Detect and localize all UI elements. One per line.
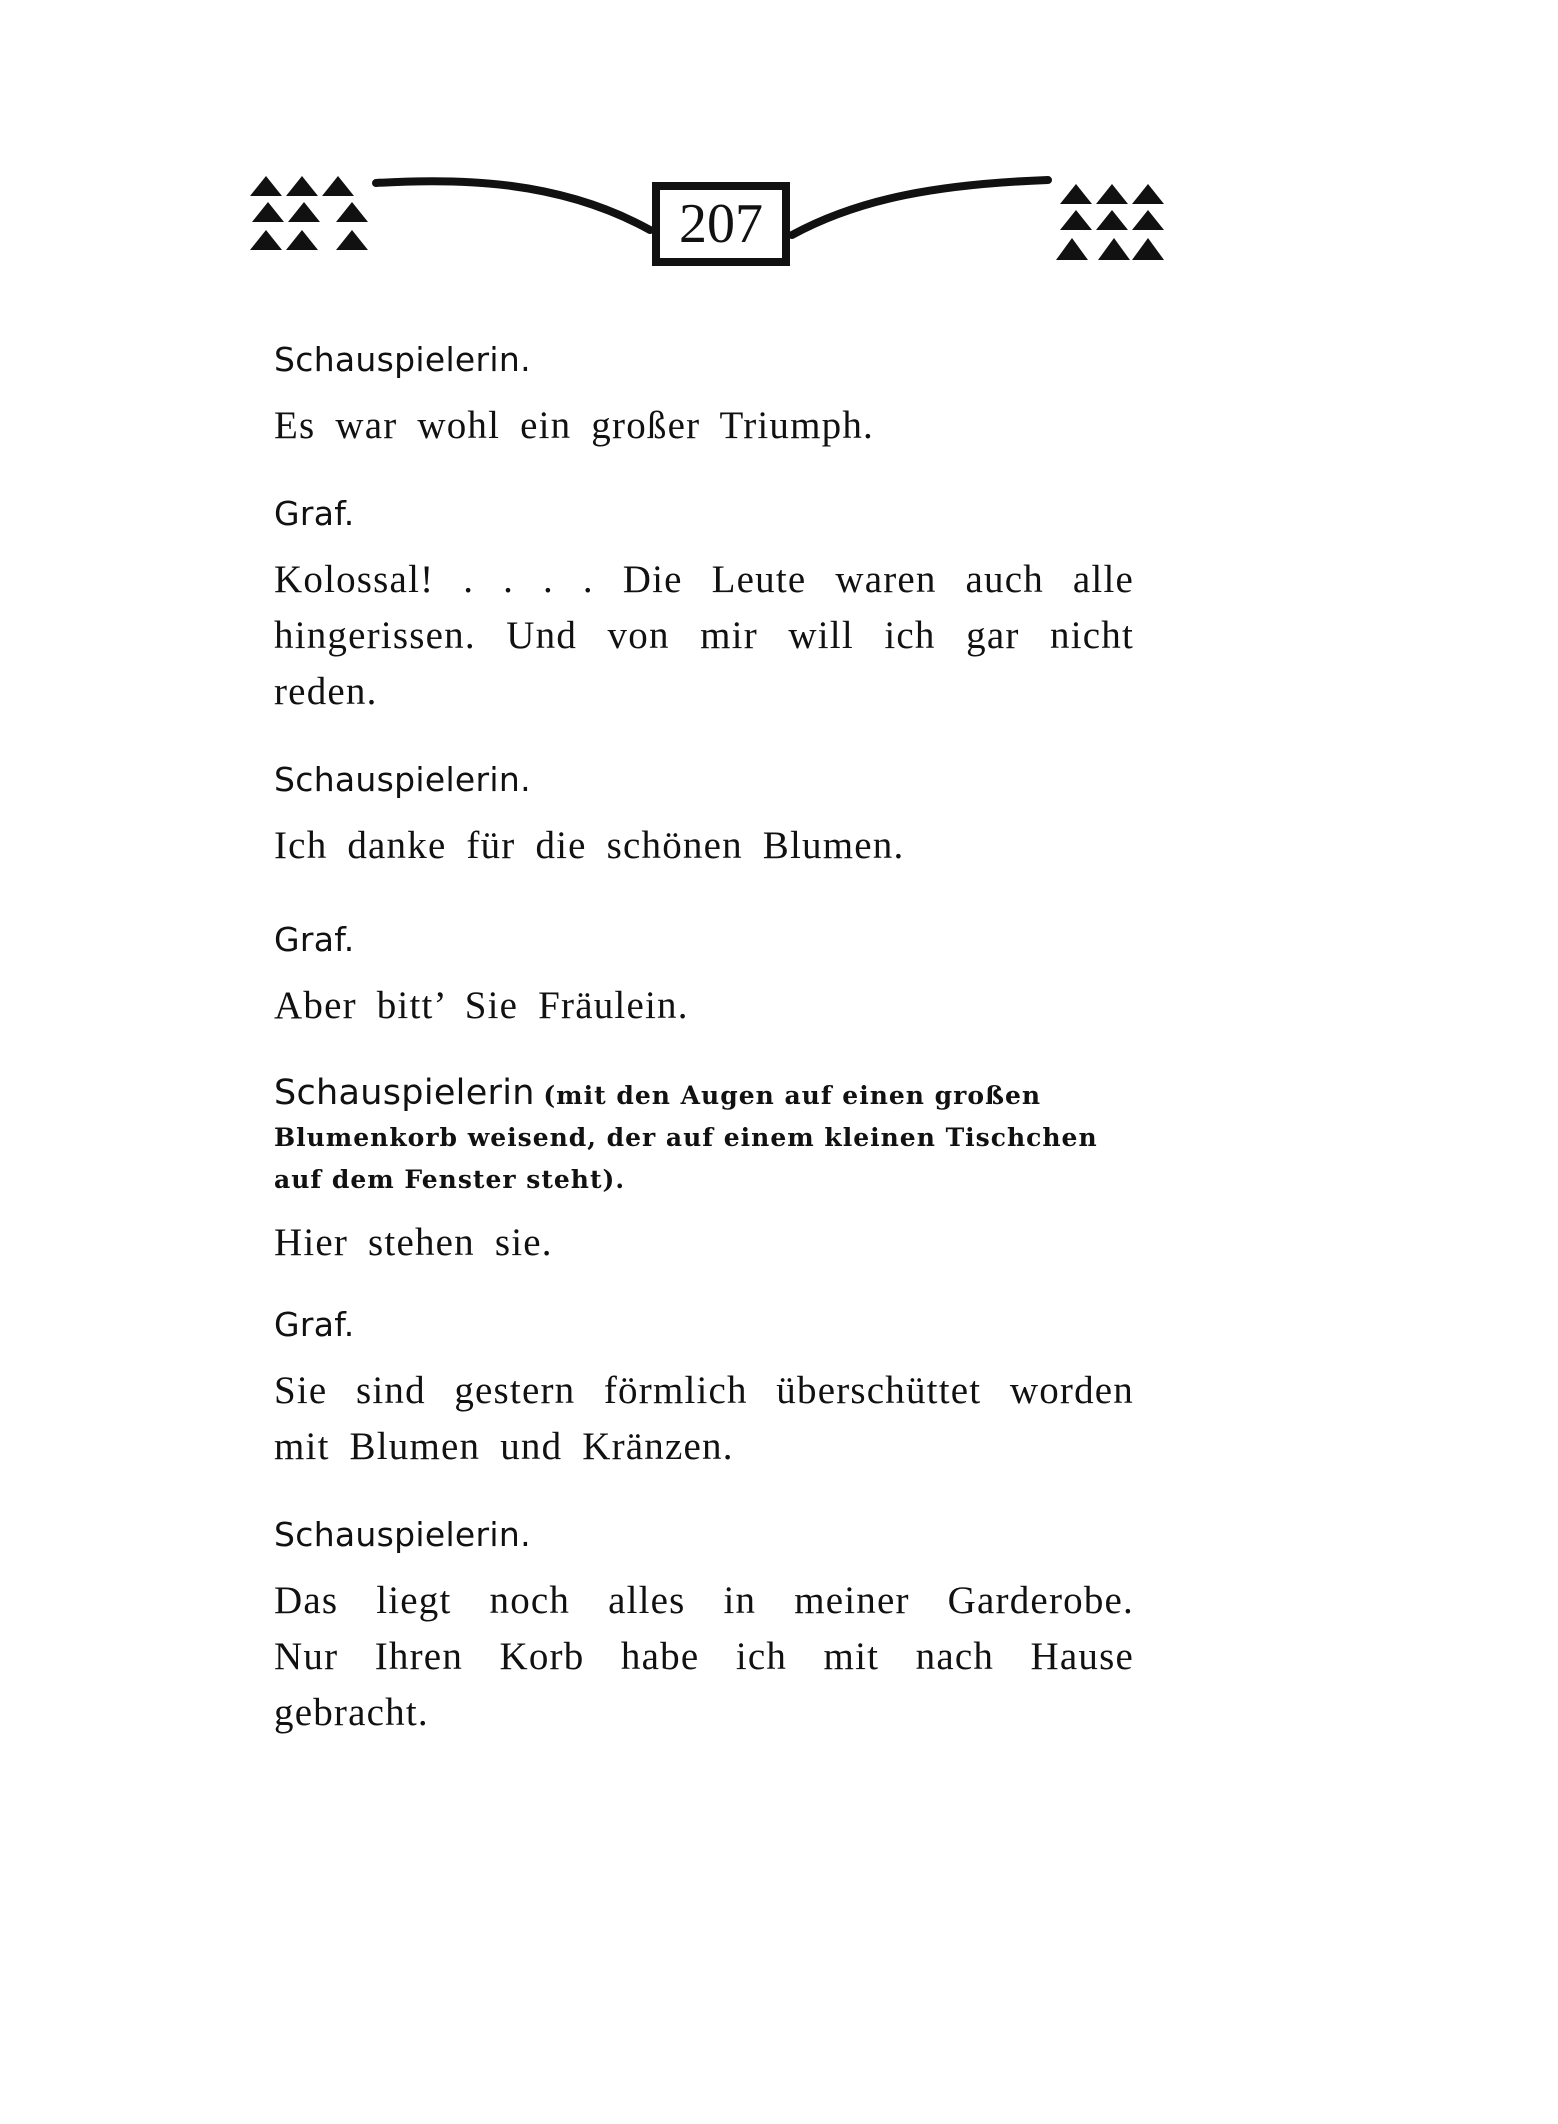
right-triangle-ornament-icon <box>1056 184 1164 260</box>
spacer <box>274 1349 1134 1363</box>
spacer <box>274 1271 1134 1301</box>
dialogue-line: mit Blumen und Kränzen. <box>274 1425 734 1468</box>
dialogue-line: Das liegt noch alles in meiner Garderobe. <box>274 1579 1134 1622</box>
dialogue-block-2 <box>274 490 1134 720</box>
left-triangle-ornament-icon <box>250 176 368 250</box>
dialogue-line: Hier stehen sie. <box>274 1221 553 1264</box>
stage-direction: (mit den Augen auf einen großen Blumenkorb weisend, der auf einem kleinen Tischchen auf dem Fenster steht). <box>274 1081 1098 1194</box>
page-number: 207 <box>652 182 790 266</box>
dialogue-line: gebracht. <box>274 1691 429 1734</box>
spacer <box>274 964 1134 978</box>
spacer <box>274 1201 1134 1215</box>
right-swoosh-line <box>792 180 1048 235</box>
dialogue-line: reden. <box>274 670 378 713</box>
spacer <box>274 874 1134 916</box>
speaker-label: Schauspielerin <box>274 1073 535 1113</box>
dialogue-block-4 <box>274 916 1134 1034</box>
spacer <box>274 720 1134 756</box>
left-swoosh-line <box>376 181 650 230</box>
speaker-label: Schauspielerin. <box>274 340 531 379</box>
spacer <box>274 804 1134 818</box>
speaker-label: Graf. <box>274 494 355 533</box>
dialogue-line: Nur Ihren Korb habe ich mit nach Hause <box>274 1635 1134 1678</box>
dialogue-block-3 <box>274 756 1134 874</box>
dialogue-block-7 <box>274 1511 1134 1741</box>
speaker-label: Schauspielerin. <box>274 760 531 799</box>
dialogue-line: Es war wohl ein großer Triumph. <box>274 404 874 447</box>
speaker-label: Schauspielerin. <box>274 1515 531 1554</box>
dialogue-block-5 <box>274 1072 1134 1271</box>
speaker-label: Graf. <box>274 920 355 959</box>
spacer <box>274 384 1134 398</box>
spacer <box>274 1475 1134 1511</box>
dialogue-line: hingerissen. Und von mir will ich gar nicht <box>274 614 1134 657</box>
dialogue-line: Ich danke für die schönen Blumen. <box>274 824 905 867</box>
spacer <box>274 454 1134 490</box>
dialogue-block-1 <box>274 336 1134 454</box>
speaker-label: Graf. <box>274 1305 355 1344</box>
dialogue-block-6 <box>274 1301 1134 1475</box>
dialogue-line: Kolossal! . . . . Die Leute waren auch alle <box>274 558 1134 601</box>
spacer <box>274 1559 1134 1573</box>
spacer <box>274 1034 1134 1072</box>
speaker-with-stage-direction <box>274 1072 1134 1201</box>
spacer <box>274 538 1134 552</box>
play-text <box>274 336 1134 1741</box>
dialogue-line: Aber bitt’ Sie Fräulein. <box>274 984 689 1027</box>
dialogue-line: Sie sind gestern förmlich überschüttet worden <box>274 1369 1134 1412</box>
